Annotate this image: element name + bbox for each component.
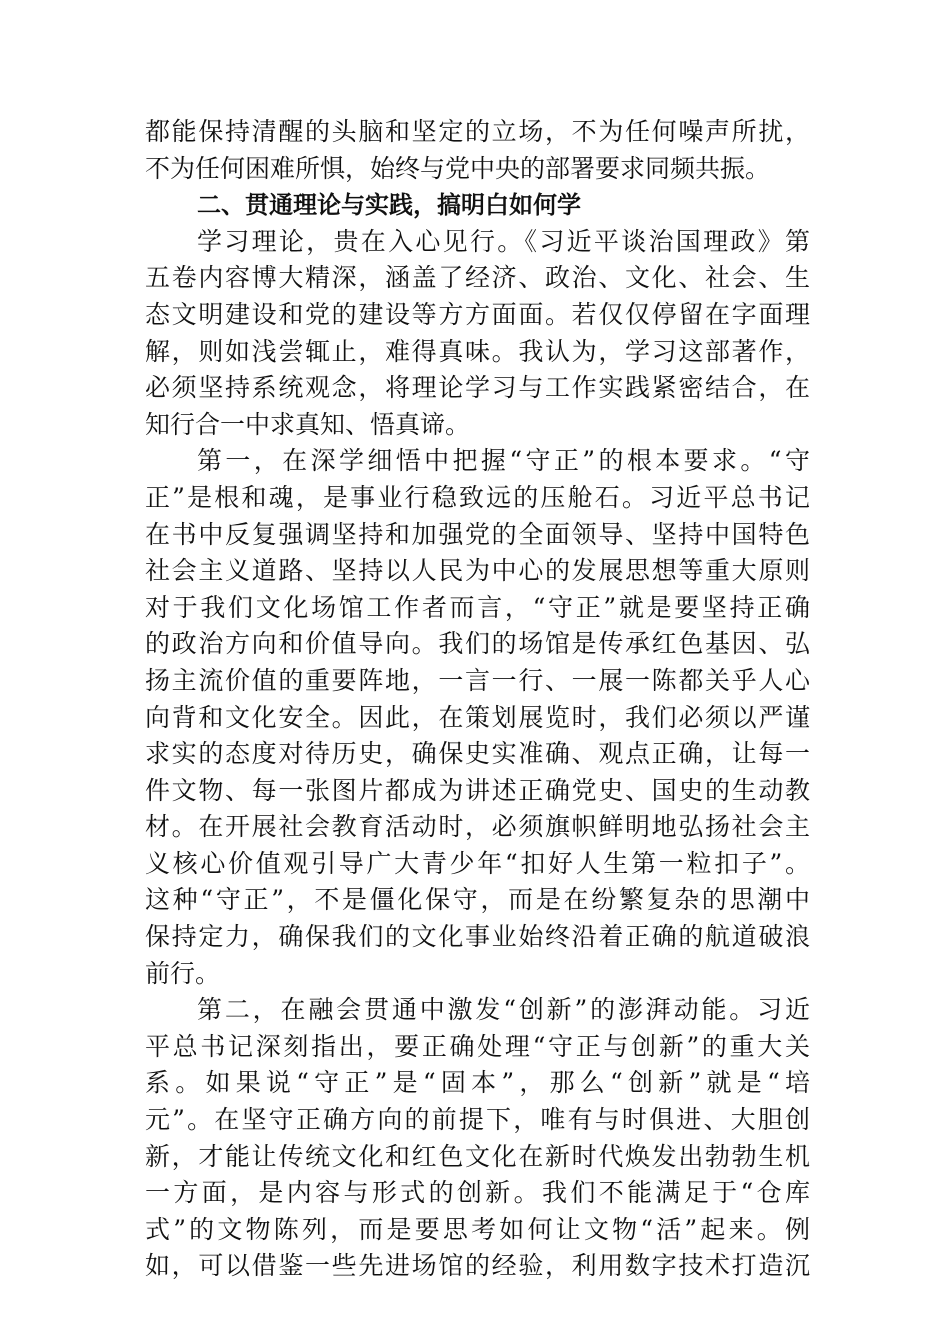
text-line: 元”。在坚守正确方向的前提下，唯有与时俱进、大胆创 (145, 1105, 810, 1135)
paragraph-3 (145, 443, 810, 992)
text-line: 向背和文化安全。因此，在策划展览时，我们必须以严谨 (145, 702, 810, 732)
text-line: 不为任何困难所惧，始终与党中央的部署要求同频共振。 (145, 153, 771, 183)
text-line: 正”是根和魂，是事业行稳致远的压舱石。习近平总书记 (145, 482, 810, 512)
text-line: 五卷内容博大精深，涵盖了经济、政治、文化、社会、生 (145, 263, 810, 293)
paragraph-2 (145, 224, 810, 444)
text-line: 义核心价值观引导广大青少年“扣好人生第一粒扣子”。 (145, 848, 810, 878)
text-line: 的政治方向和价值导向。我们的场馆是传承红色基因、弘 (145, 629, 810, 659)
text-line: 系。如果说“守正”是“固本”，那么“创新”就是“培 (145, 1068, 810, 1098)
text-line: 对于我们文化场馆工作者而言，“守正”就是要坚持正确 (145, 592, 810, 622)
text-line: 件文物、每一张图片都成为讲述正确党史、国史的生动教 (145, 775, 810, 805)
section-heading: 二、贯通理论与实践，搞明白如何学 (197, 191, 581, 220)
text-line: 一方面，是内容与形式的创新。我们不能满足于“仓库 (145, 1178, 810, 1208)
paragraph-1 (145, 114, 810, 187)
text-line: 解，则如浅尝辄止，难得真味。我认为，学习这部著作， (145, 336, 810, 366)
text-line: 在书中反复强调坚持和加强党的全面领导、坚持中国特色 (145, 519, 810, 549)
text-line: 保持定力，确保我们的文化事业始终沿着正确的航道破浪 (145, 922, 810, 952)
text-line: 这种“守正”，不是僵化保守，而是在纷繁复杂的思潮中 (145, 885, 810, 915)
document-page (145, 114, 810, 1285)
text-line: 式”的文物陈列，而是要思考如何让文物“活”起来。例 (145, 1214, 810, 1244)
text-line: 新，才能让传统文化和红色文化在新时代焕发出勃勃生机 (145, 1141, 810, 1171)
text-line: 学习理论，贵在入心见行。《习近平谈治国理政》第 (197, 226, 810, 256)
paragraph-4 (145, 992, 810, 1285)
text-line: 第二，在融会贯通中激发“创新”的澎湃动能。习近 (197, 995, 810, 1025)
text-line: 平总书记深刻指出，要正确处理“守正与创新”的重大关 (145, 1031, 810, 1061)
text-line: 知行合一中求真知、悟真谛。 (145, 409, 471, 439)
text-line: 前行。 (145, 958, 221, 988)
text-line: 都能保持清醒的头脑和坚定的立场，不为任何噪声所扰， (145, 117, 810, 146)
text-line: 社会主义道路、坚持以人民为中心的发展思想等重大原则 (145, 556, 810, 586)
text-line: 如，可以借鉴一些先进场馆的经验，利用数字技术打造沉 (145, 1251, 810, 1281)
text-line: 求实的态度对待历史，确保史实准确、观点正确，让每一 (145, 739, 810, 769)
text-line: 扬主流价值的重要阵地，一言一行、一展一陈都关乎人心 (145, 665, 810, 695)
text-line: 态文明建设和党的建设等方方面面。若仅仅停留在字面理 (145, 299, 810, 329)
text-line: 材。在开展社会教育活动时，必须旗帜鲜明地弘扬社会主 (145, 812, 810, 842)
text-line: 第一，在深学细悟中把握“守正”的根本要求。“守 (197, 446, 810, 476)
text-line: 必须坚持系统观念，将理论学习与工作实践紧密结合，在 (145, 373, 810, 403)
